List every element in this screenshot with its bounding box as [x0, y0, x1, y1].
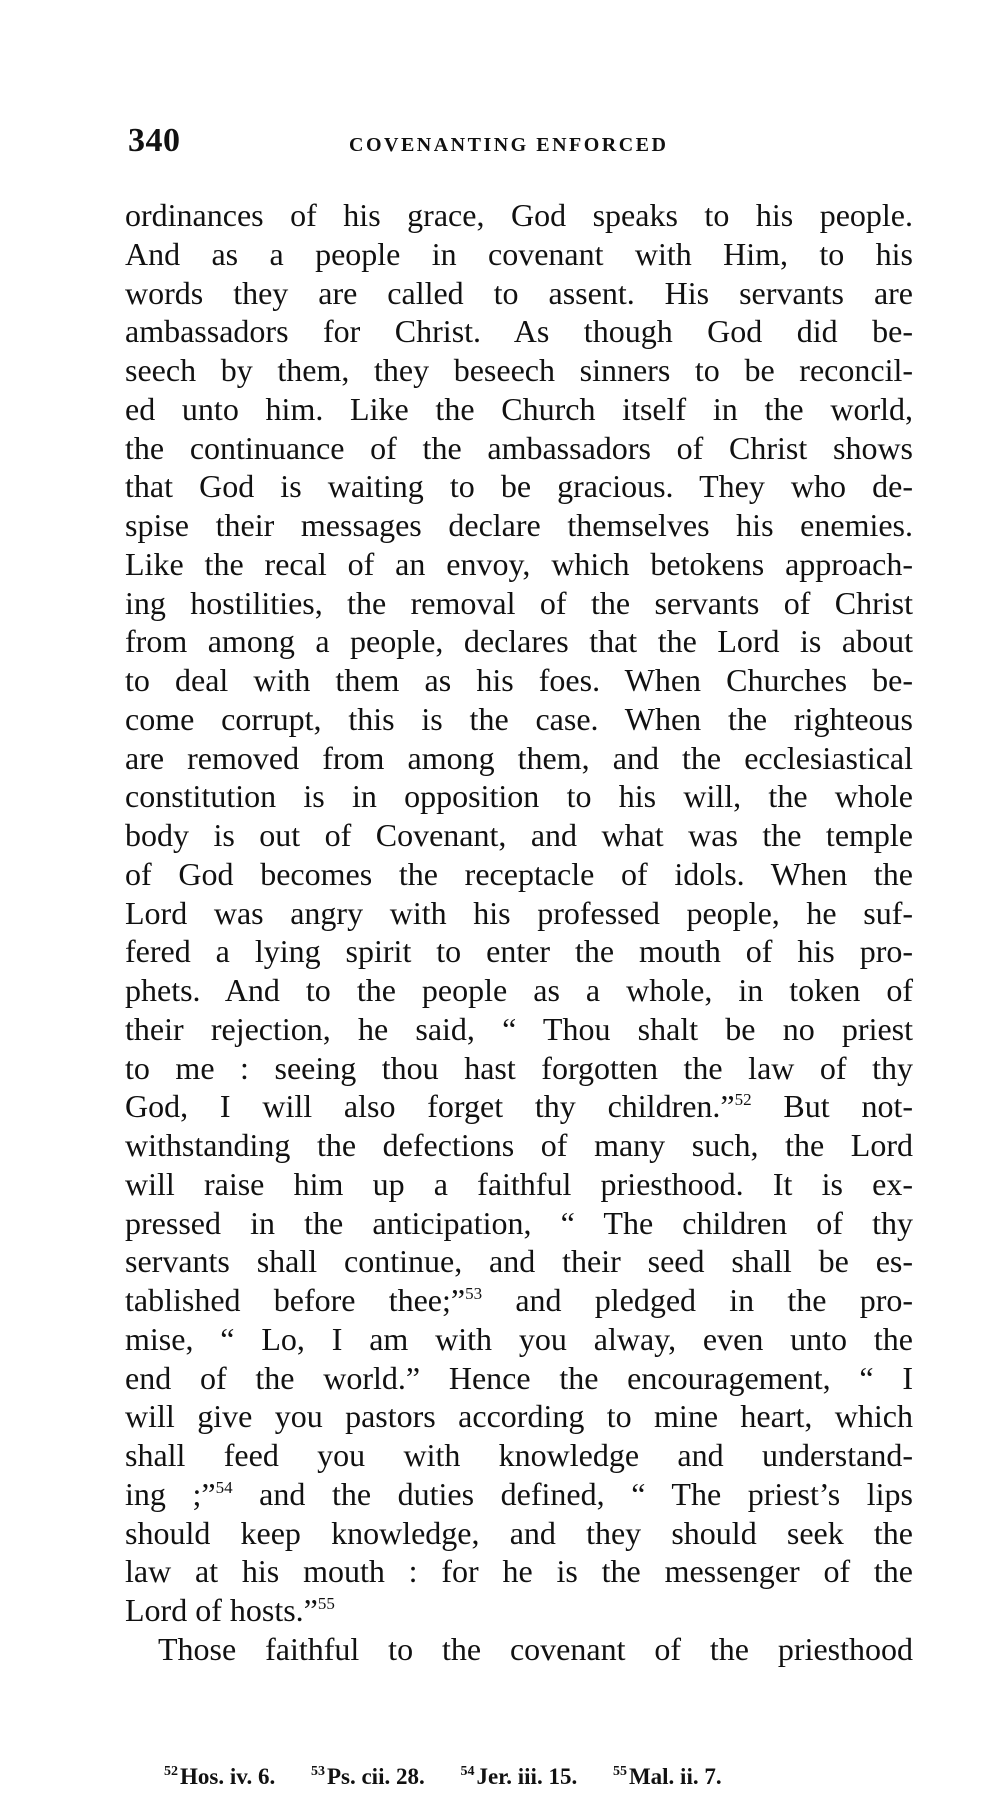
- footnote-reference: 52: [734, 1090, 752, 1110]
- text-line-with-footnote: [125, 1281, 913, 1320]
- text-line: should keep knowledge, and they should seek the: [125, 1514, 913, 1551]
- text-line: withstanding the defections of many such, the Lord: [125, 1127, 913, 1163]
- footnote: [613, 1764, 722, 1790]
- line-text: and the duties defined, “ The priest’s lips: [232, 1475, 914, 1512]
- text-line: the continuance of the ambassadors of Christ shows: [125, 429, 913, 466]
- page-header: [128, 122, 908, 162]
- paragraph-end-line: [125, 1591, 913, 1630]
- line-text: But not-: [751, 1088, 914, 1125]
- footnotes: [164, 1764, 904, 1790]
- text-line: from among a people, declares that the Lord is about: [125, 623, 913, 660]
- footnote: [460, 1764, 577, 1790]
- footnote-reference: 53: [465, 1284, 483, 1303]
- text-line: ing hostilities, the removal of the servants of Christ: [125, 584, 913, 621]
- footnote-text: Jer. iii. 15.: [476, 1764, 578, 1789]
- text-line: are removed from among them, and the ecclesiastical: [125, 739, 913, 776]
- line-text: tablished before thee;”: [125, 1282, 466, 1318]
- footnote-text: Ps. cii. 28.: [326, 1764, 425, 1789]
- footnote-reference: 55: [317, 1594, 335, 1613]
- text-line: will give you pastors according to mine heart, which: [125, 1398, 913, 1435]
- text-line: their rejection, he said, “ Thou shalt be no priest: [125, 1010, 913, 1047]
- text-line: Lord was angry with his professed people, he suf-: [125, 894, 913, 931]
- running-title: COVENANTING ENFORCED: [349, 134, 669, 156]
- text-line: servants shall continue, and their seed shall be es-: [125, 1243, 913, 1280]
- text-line: law at his mouth : for he is the messenger of the: [125, 1553, 913, 1590]
- line-text: Lord of hosts.”: [125, 1592, 318, 1628]
- text-line: to deal with them as his foes. When Churches be-: [125, 662, 913, 698]
- footnote-text: Hos. iv. 6.: [180, 1764, 276, 1789]
- text-line: mise, “ Lo, I am with you alway, even unto the: [125, 1320, 913, 1357]
- footnote-reference: 54: [215, 1477, 233, 1497]
- text-line: shall feed you with knowledge and understand-: [125, 1437, 913, 1473]
- line-text: ing ;”: [125, 1475, 216, 1512]
- text-line-with-footnote: [125, 1475, 913, 1514]
- text-line: And as a people in covenant with Him, to his: [125, 235, 913, 272]
- text-line: body is out of Covenant, and what was the temple: [125, 817, 913, 853]
- text-line: ed unto him. Like the Church itself in the world,: [125, 390, 913, 427]
- text-line: of God becomes the receptacle of idols. When the: [125, 855, 913, 892]
- text-line: Like the recal of an envoy, which betokens approach-: [125, 545, 913, 582]
- text-line: to me : seeing thou hast forgotten the law of thy: [125, 1049, 913, 1086]
- text-line: words they are called to assent. His servants are: [125, 274, 913, 311]
- footnote-number: 55: [612, 1764, 627, 1779]
- footnote-number: 53: [310, 1764, 325, 1779]
- text-line: end of the world.” Hence the encouragement, “ I: [125, 1359, 913, 1396]
- footnote: [311, 1764, 425, 1790]
- text-line: constitution is in opposition to his will, the whole: [125, 778, 913, 815]
- footnote-number: 52: [164, 1764, 178, 1779]
- text-line: ambassadors for Christ. As though God did be-: [125, 313, 913, 350]
- line-text: and pledged in the pro-: [482, 1282, 914, 1318]
- footnote-number: 54: [460, 1764, 475, 1779]
- body-text: [125, 196, 913, 1669]
- text-line: pressed in the anticipation, “ The children of thy: [125, 1204, 913, 1241]
- text-line: fered a lying spirit to enter the mouth of his pro-: [125, 933, 913, 970]
- footnote-text: Mal. ii. 7.: [628, 1764, 722, 1789]
- text-line: that God is waiting to be gracious. They who de-: [125, 468, 913, 505]
- text-line: spise their messages declare themselves his enemies.: [125, 507, 913, 543]
- text-line: seech by them, they beseech sinners to be reconcil-: [125, 352, 913, 388]
- text-line: come corrupt, this is the case. When the righteous: [125, 700, 913, 737]
- footnote: [164, 1764, 275, 1790]
- paragraph-start-line: Those faithful to the covenant of the priesthood: [158, 1630, 913, 1667]
- text-line: will raise him up a faithful priesthood. It is ex-: [125, 1165, 913, 1202]
- text-line-with-footnote: [125, 1087, 913, 1126]
- page-number: 340: [128, 122, 181, 159]
- line-text: God, I will also forget thy children.”: [125, 1088, 735, 1125]
- text-line: ordinances of his grace, God speaks to his people.: [125, 197, 913, 233]
- text-line: phets. And to the people as a whole, in token of: [125, 972, 913, 1008]
